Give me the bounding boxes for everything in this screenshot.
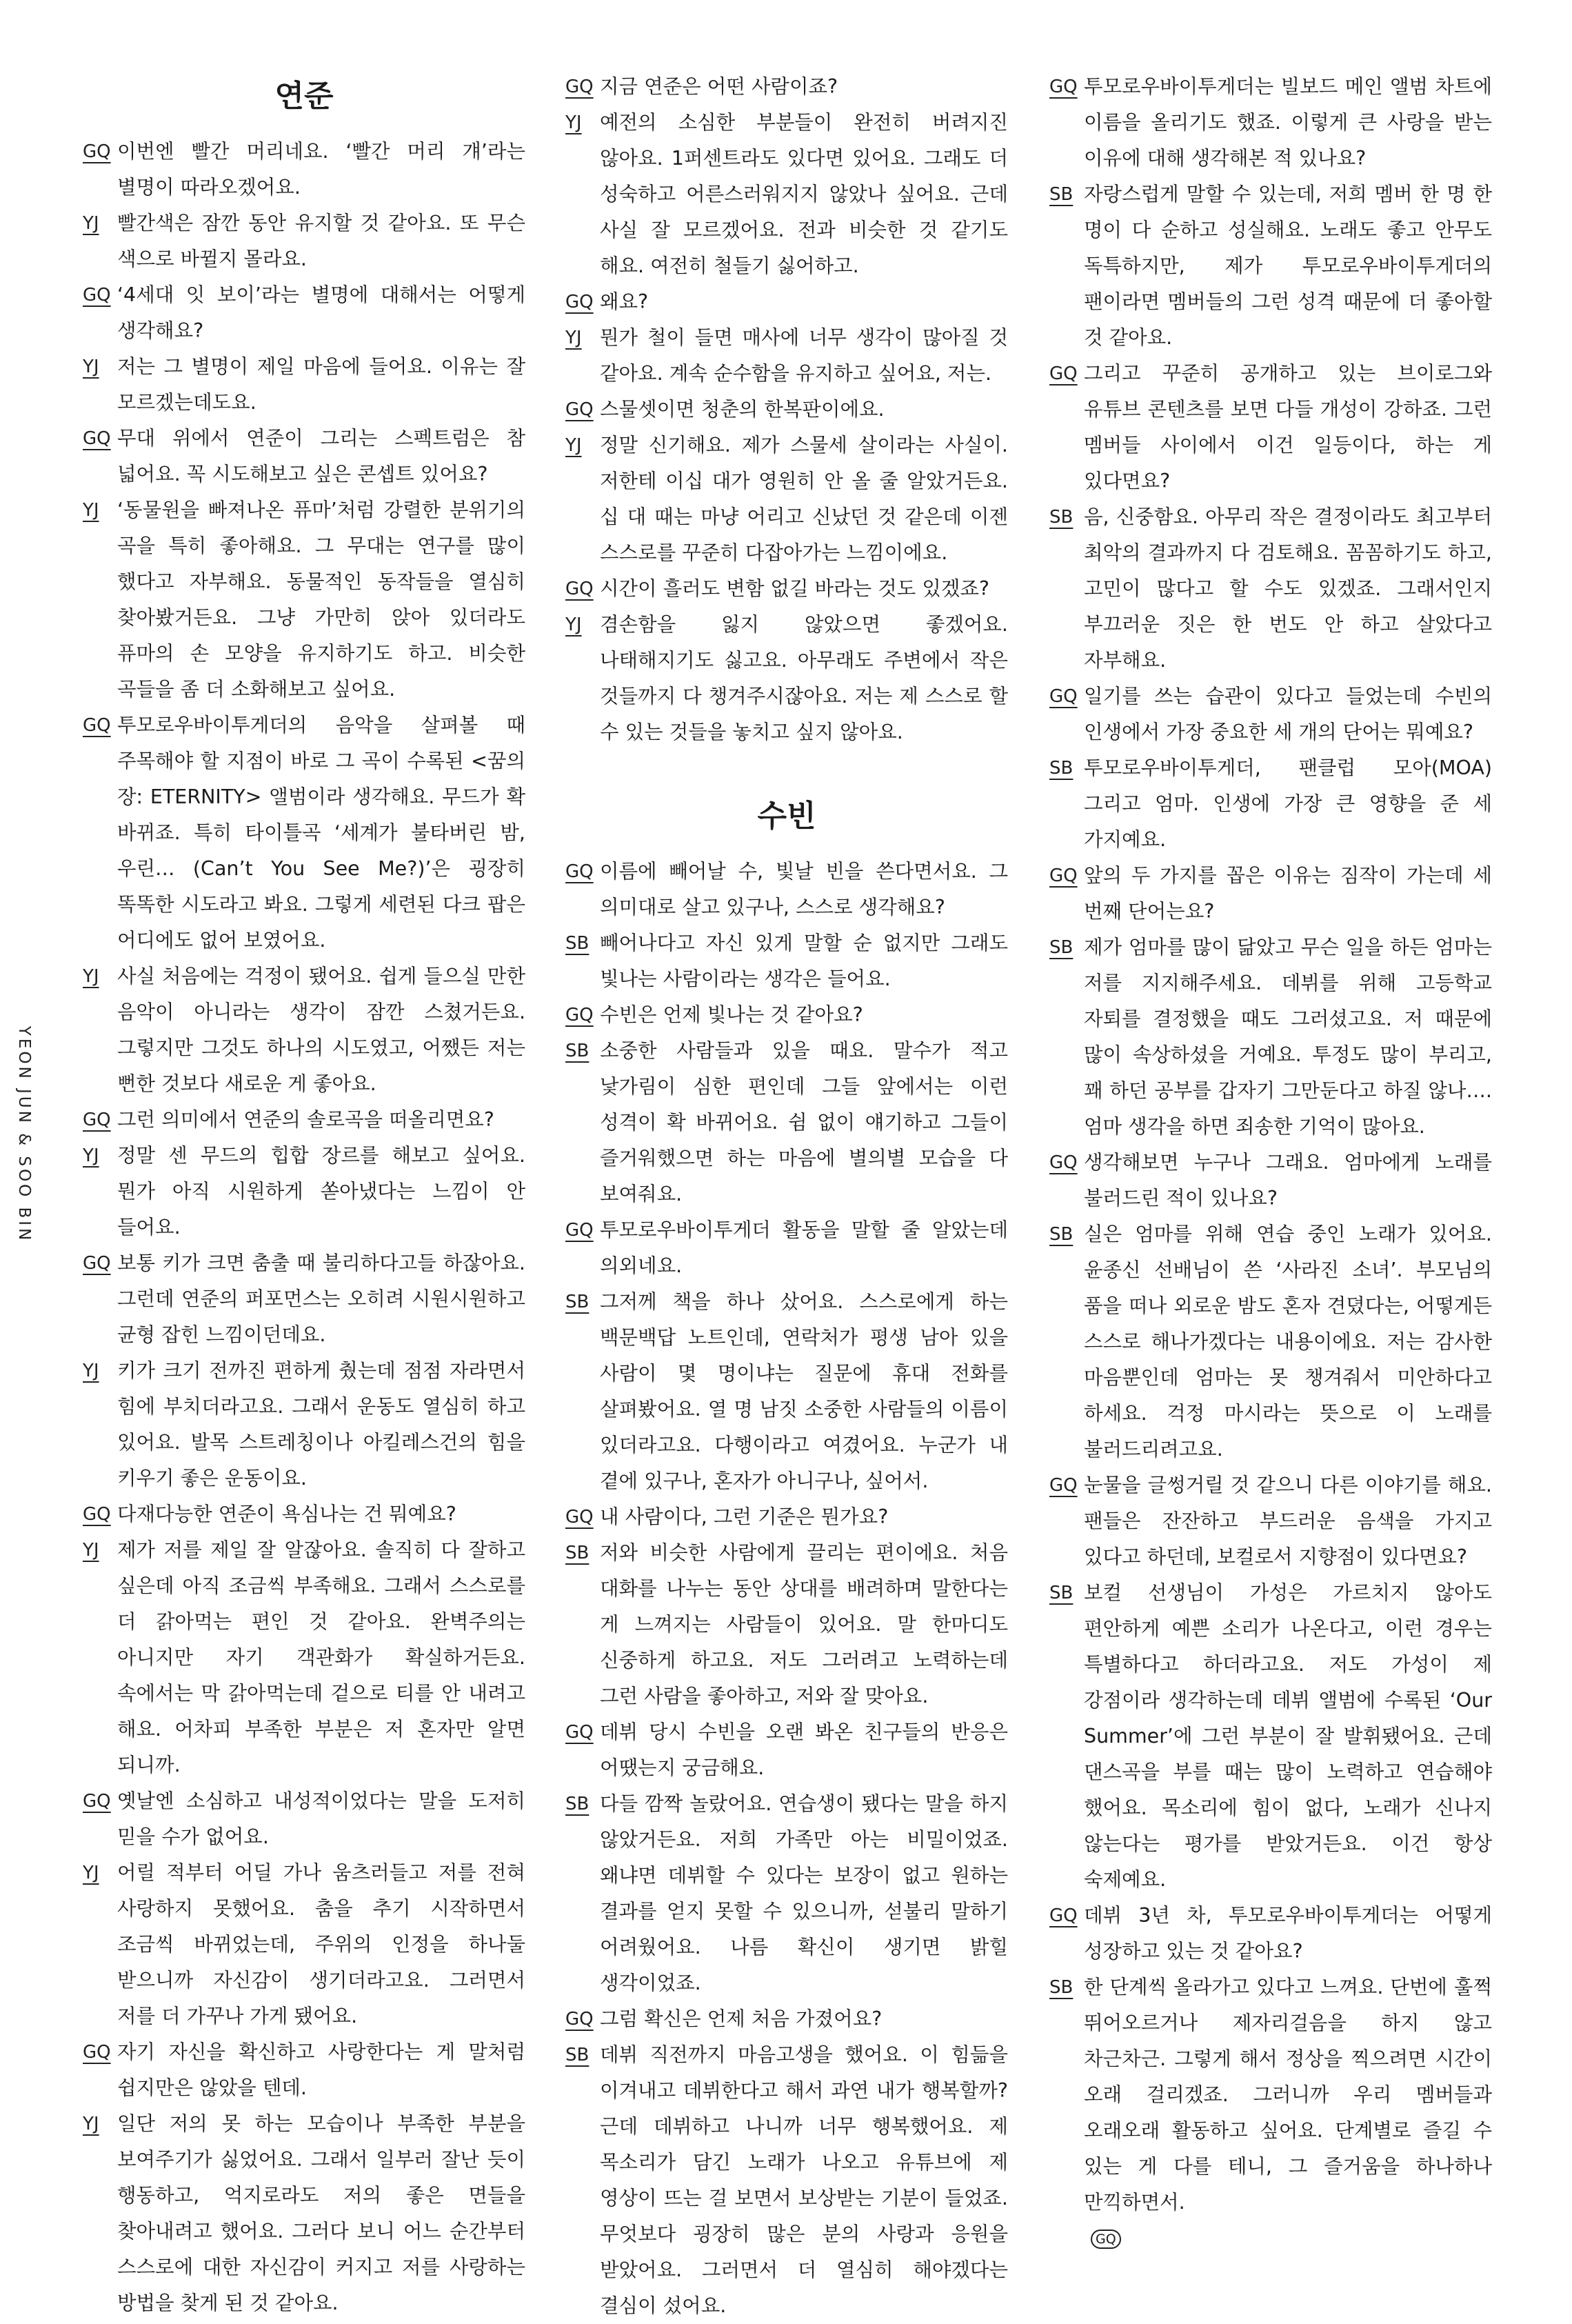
qa-item (565, 2037, 1008, 2324)
qa-item (83, 134, 525, 206)
qa-text: 빨간색은 잠깐 동안 유지할 것 같아요. 또 무슨 색으로 바뀔지 몰라요. (117, 212, 525, 270)
qa-text: 그리고 꾸준히 공개하고 있는 브이로그와 유튜브 콘텐츠를 보면 다들 개성이 강하죠. 그런 멤버들 사이에서 이건 일등이다, 하는 게 있다면요? (1084, 362, 1492, 492)
speaker-tag: YJ (83, 1863, 99, 1883)
qa-item (565, 1786, 1008, 2001)
qa-text: 자기 자신을 확신하고 사랑한다는 게 말처럼 쉽지만은 않았을 텐데. (117, 2041, 525, 2099)
speaker-tag: YJ (565, 328, 582, 348)
qa-text: 스물셋이면 청춘의 한복판이에요. (600, 398, 885, 421)
qa-text: 시간이 흘러도 변함 없길 바라는 것도 있겠죠? (600, 577, 990, 600)
qa-item (565, 997, 1008, 1033)
qa-text: 소중한 사람들과 있을 때요. 말수가 적고 낯가림이 심한 편인데 그들 앞에서는 이런 성격이 확 바뀌어요. 쉼 없이 얘기하고 그들이 즐거워했으면 하는 마음에 별의별 모습을 다 보여줘요. (600, 1039, 1008, 1205)
qa-text: 수빈은 언제 빛나는 것 같아요? (600, 1003, 863, 1026)
section-title-yeonjun: 연준 (274, 79, 334, 114)
speaker-tag: GQ (1049, 1905, 1078, 1926)
qa-item (1049, 1898, 1492, 1970)
qa-item (83, 1102, 525, 1138)
qa-item (565, 571, 1008, 607)
qa-item (83, 1532, 525, 1783)
speaker-tag: SB (565, 1543, 590, 1563)
speaker-tag: YJ (83, 1145, 99, 1166)
qa-text: 데뷔 3년 차, 투모로우바이투게더는 어떻게 성장하고 있는 것 같아요? (1084, 1904, 1492, 1963)
side-label-text: YEON JUN & SOO BIN (15, 1025, 33, 1243)
qa-text: 앞의 두 가지를 꼽은 이유는 짐작이 가는데 세 번째 단어는요? (1084, 864, 1492, 923)
column-1 (83, 69, 525, 2321)
qa-item (1049, 1575, 1492, 1898)
qa-text: 실은 엄마를 위해 연습 중인 노래가 있어요. 윤종신 선배님이 쓴 ‘사라진 소녀’. 부모님의 품을 떠나 외로운 밤도 혼자 견뎠다는, 어떻게든 스스로 해나가겠다는 내용이에요. 저는 감사한 마음뿐인데 엄마는 못 챙겨줘서 미안하다고 하세요. 걱정 마시라는 뜻으로 이 노래를 불러드리려고요. (1084, 1223, 1492, 1461)
speaker-tag: GQ (565, 1005, 594, 1025)
qa-item (83, 2106, 525, 2321)
qa-text: 그럼 확신은 언제 처음 가졌어요? (600, 2007, 883, 2030)
speaker-tag: SB (1049, 1977, 1074, 1998)
qa-item (1049, 1970, 1492, 2221)
speaker-tag: GQ (1049, 363, 1078, 384)
qa-text: 눈물을 글썽거릴 것 같으니 다른 이야기를 해요. 팬들은 잔잔하고 부드러운 음색을 가지고 있다고 하던데, 보컬로서 지향점이 있다면요? (1084, 1474, 1492, 1568)
speaker-tag: GQ (1049, 1152, 1078, 1173)
qa-text: ‘4세대 잇 보이’라는 별명에 대해서는 어떻게 생각해요? (117, 283, 525, 342)
qa-item (83, 959, 525, 1102)
qa-item (83, 421, 525, 492)
qa-item (565, 69, 1008, 105)
speaker-tag: YJ (565, 614, 582, 635)
qa-text: 음, 신중함요. 아무리 작은 결정이라도 최고부터 최악의 결과까지 다 검토해요. 꼼꼼하기도 하고, 고민이 많다고 할 수도 있겠죠. 그래서인지 부끄러운 짓은 한 번도 안 하고 살았다고 자부해요. (1084, 505, 1492, 672)
speaker-tag: SB (565, 1292, 590, 1312)
qa-item (1049, 1145, 1492, 1216)
speaker-tag: GQ (83, 1791, 111, 1812)
speaker-tag: GQ (83, 141, 111, 162)
speaker-tag: SB (1049, 758, 1074, 779)
qa-text: 예전의 소심한 부분들이 완전히 버려지진 않아요. 1퍼센트라도 있다면 있어요. 그래도 더 성숙하고 어른스러워지지 않았나 싶어요. 근데 사실 잘 모르겠어요. 전과 비슷한 것 같기도 해요. 여전히 철들기 싫어하고. (600, 111, 1008, 277)
column-2 (565, 69, 1008, 2324)
speaker-tag: YJ (83, 357, 99, 377)
speaker-tag: YJ (83, 500, 99, 521)
speaker-tag: GQ (565, 292, 594, 312)
speaker-tag: YJ (565, 112, 582, 133)
section-body-soobin-continued (1049, 69, 1492, 2256)
qa-text: 제가 엄마를 많이 닮았고 무슨 일을 하든 엄마는 저를 지지해주세요. 데뷔를 위해 고등학교 자퇴를 결정했을 때도 그러셨고요. 저 때문에 많이 속상하셨을 거예요. 투정도 많이 부리고, 꽤 하던 공부를 갑자기 그만둔다고 하질 않나…. 엄마 생각을 하면 죄송한 기억이 많아요. (1084, 936, 1492, 1138)
qa-text: 왜요? (600, 290, 649, 313)
qa-item (83, 1138, 525, 1245)
qa-item (565, 320, 1008, 392)
speaker-tag: SB (565, 1041, 590, 1061)
qa-item (565, 2001, 1008, 2037)
speaker-tag: YJ (83, 966, 99, 987)
qa-text: 보컬 선생님이 가성은 가르치지 않아도 편안하게 예쁜 소리가 나온다고, 이런 경우는 특별하다고 하더라고요. 저도 가성이 제 강점이라 생각하는데 데뷔 앨범에 수록된 ‘Our Summer’에 그런 부분이 잘 발휘됐어요. 근데 댄스곡을 부를 때는 많이 노력하고 연습해야 했어요. 목소리에 힘이 없다, 노래가 신나지 않는다는 평가를 받았거든요. 이건 항상 숙제예요. (1084, 1581, 1492, 1891)
qa-item (565, 392, 1008, 428)
section-body-soobin (565, 854, 1008, 2324)
qa-text: 투모로우바이투게더 활동을 말할 줄 알았는데 의외네요. (600, 1219, 1008, 1277)
section-body-yeonjun (83, 134, 525, 2321)
qa-item (565, 1499, 1008, 1535)
speaker-tag: GQ (83, 715, 111, 736)
speaker-tag: YJ (83, 1540, 99, 1561)
qa-item (83, 492, 525, 708)
qa-item (83, 1496, 525, 1532)
qa-item (1049, 356, 1492, 499)
qa-item (565, 1535, 1008, 1714)
speaker-tag: GQ (565, 1722, 594, 1743)
qa-text: 투모로우바이투게더, 팬클럽 모아(MOA) 그리고 엄마. 인생에 가장 큰 영향을 준 세 가지예요. (1084, 757, 1492, 851)
speaker-tag: GQ (1049, 865, 1078, 886)
speaker-tag: GQ (1049, 1475, 1078, 1496)
qa-text: 투모로우바이투게더의 음악을 살펴볼 때 주목해야 할 지점이 바로 그 곡이 수록된 <꿈의 장: ETERNITY> 앨범이라 생각해요. 무드가 확 바뀌죠. 특히 타이틀곡 ‘세계가 불타버린 밤, 우린… (Can’t You See Me?)’은 굉장히 똑똑한 시도라고 봐요. 그렇게 세련된 다크 팝은 어디에도 없어 보였어요. (117, 714, 525, 952)
speaker-tag: YJ (83, 1361, 99, 1381)
speaker-tag: SB (1049, 1583, 1074, 1603)
speaker-tag: YJ (565, 435, 582, 456)
qa-item (1049, 679, 1492, 750)
gq-end-mark-icon: GQ (1091, 2230, 1121, 2249)
speaker-tag: SB (1049, 937, 1074, 958)
qa-item (565, 1714, 1008, 1786)
qa-text: 저는 그 별명이 제일 마음에 들어요. 이유는 잘 모르겠는데도요. (117, 355, 525, 414)
speaker-tag: GQ (83, 428, 111, 449)
qa-item (1049, 499, 1492, 679)
speaker-tag: GQ (1049, 77, 1078, 97)
section-body-yeonjun-continued (565, 69, 1008, 750)
qa-text: 이름에 빼어날 수, 빛날 빈을 쓴다면서요. 그 의미대로 살고 있구나, 스스로 생각해요? (600, 860, 1008, 919)
qa-item (1049, 930, 1492, 1145)
speaker-tag: SB (1049, 1224, 1074, 1245)
qa-item (565, 1212, 1008, 1284)
qa-item (83, 277, 525, 349)
speaker-tag: SB (565, 933, 590, 954)
speaker-tag: YJ (83, 2114, 99, 2134)
side-label (0, 0, 48, 2248)
qa-text: 데뷔 당시 수빈을 오랜 봐온 친구들의 반응은 어땠는지 궁금해요. (600, 1721, 1008, 1779)
qa-text: 지금 연준은 어떤 사람이죠? (600, 75, 838, 98)
qa-text: 자랑스럽게 말할 수 있는데, 저희 멤버 한 명 한 명이 다 순하고 성실해요. 노래도 좋고 안무도 독특하지만, 제가 투모로우바이투게더의 팬이라면 멤버들의 그런 성격 때문에 더 좋아할 것 같아요. (1084, 183, 1492, 349)
qa-text: 제가 저를 제일 잘 알잖아요. 솔직히 다 잘하고 싶은데 아직 조금씩 부족해요. 그래서 스스로를 더 갉아먹는 편인 것 같아요. 완벽주의는 아니지만 자기 객관화가 확실하거든요. 속에서는 막 갉아먹는데 겉으로 티를 안 내려고 해요. 어차피 부족한 부분은 저 혼자만 알면 되니까. (117, 1539, 525, 1776)
qa-text: 빼어나다고 자신 있게 말할 순 없지만 그래도 빛나는 사람이라는 생각은 들어요. (600, 932, 1008, 990)
qa-text: 이번엔 빨간 머리네요. ‘빨간 머리 걔’라는 별명이 따라오겠어요. (117, 140, 525, 199)
qa-text: 정말 신기해요. 제가 스물세 살이라는 사실이. 저한테 이십 대가 영원히 안 올 줄 알았거든요. 십 대 때는 마냥 어리고 신났던 것 같은데 이젠 스스로를 꾸준히 다잡아가는 느낌이에요. (600, 434, 1008, 564)
qa-text: 내 사람이다, 그런 기준은 뭔가요? (600, 1505, 889, 1528)
speaker-tag: SB (1049, 507, 1074, 528)
qa-text (1084, 2221, 1492, 2256)
qa-text: 키가 크기 전까진 편하게 췄는데 점점 자라면서 힘에 부치더라고요. 그래서 운동도 열심히 하고 있어요. 발목 스트레칭이나 아킬레스건의 힘을 키우기 좋은 운동이요. (117, 1359, 525, 1490)
speaker-tag: GQ (83, 2042, 111, 2063)
qa-text: 저와 비슷한 사람에게 끌리는 편이에요. 처음 대화를 나누는 동안 상대를 배려하며 말한다는 게 느껴지는 사람들이 있어요. 말 한마디도 신중하게 하고요. 저도 그러려고 노력하는데 그런 사람을 좋아하고, 저와 잘 맞아요. (600, 1541, 1008, 1707)
qa-text: 다들 깜짝 놀랐어요. 연습생이 됐다는 말을 하지 않았거든요. 저희 가족만 아는 비밀이었죠. 왜냐면 데뷔할 수 있다는 보장이 없고 원하는 결과를 얻지 못할 수 있으니까, 섣불리 말하기 어려웠어요. 나름 확신이 생기면 밝힐 생각이었죠. (600, 1792, 1008, 1994)
speaker-tag: GQ (565, 77, 594, 97)
speaker-tag: GQ (565, 1220, 594, 1241)
speaker-tag: YJ (83, 213, 99, 234)
qa-text: 데뷔 직전까지 마음고생을 했어요. 이 힘듦을 이겨내고 데뷔한다고 해서 과연 내가 행복할까? 근데 데뷔하고 나니까 너무 행복했어요. 제 목소리가 담긴 노래가 나오고 유튜브에 제 영상이 뜨는 걸 보면서 보상받는 기분이 들었죠. 무엇보다 굉장히 많은 분의 사랑과 응원을 받았어요. 그러면서 더 열심히 해야겠다는 결심이 섰어요. (600, 2043, 1008, 2317)
qa-item (565, 105, 1008, 284)
qa-item (565, 925, 1008, 997)
qa-text: 생각해보면 누구나 그래요. 엄마에게 노래를 불러드린 적이 있나요? (1084, 1151, 1492, 1210)
qa-item (1049, 1467, 1492, 1575)
speaker-tag: SB (565, 1794, 590, 1814)
qa-item (1049, 1216, 1492, 1467)
qa-text: 그런 의미에서 연준의 솔로곡을 떠올리면요? (117, 1108, 494, 1131)
speaker-tag: GQ (565, 2009, 594, 2030)
qa-text: 다재다능한 연준이 욕심나는 건 뭐예요? (117, 1503, 456, 1525)
column-3 (1049, 69, 1492, 2256)
qa-item (565, 854, 1008, 925)
section-title-soobin: 수빈 (757, 799, 816, 834)
speaker-tag: GQ (83, 285, 111, 305)
qa-text: 무대 위에서 연준이 그리는 스펙트럼은 참 넓어요. 꼭 시도해보고 싶은 콘셉트 있어요? (117, 427, 525, 485)
qa-item (83, 1353, 525, 1496)
qa-item (1049, 177, 1492, 356)
qa-text: 그저께 책을 하나 샀어요. 스스로에게 하는 백문백답 노트인데, 연락처가 평생 남아 있을 사람이 몇 명이냐는 질문에 휴대 전화를 살펴봤어요. 열 명 남짓 소중한 사람들의 이름이 있더라고요. 다행이라고 여겼어요. 누군가 내 곁에 있구나, 혼자가 아니구나, 싶어서. (600, 1290, 1008, 1492)
qa-text: 어릴 적부터 어딜 가나 움츠러들고 저를 전혀 사랑하지 못했어요. 춤을 추기 시작하면서 조금씩 바뀌었는데, 주위의 인정을 하나둘 받으니까 자신감이 생기더라고요. 그러면서 저를 더 가꾸나 가게 됐어요. (117, 1861, 525, 2027)
qa-item (83, 1245, 525, 1353)
speaker-tag: GQ (565, 579, 594, 599)
qa-text: 겸손함을 잃지 않았으면 좋겠어요. 나태해지기도 싫고요. 아무래도 주변에서 작은 것들까지 다 챙겨주시잖아요. 저는 제 스스로 할 수 있는 것들을 놓치고 싶지 않아요. (600, 613, 1008, 743)
qa-item (565, 607, 1008, 750)
qa-item (565, 428, 1008, 571)
qa-item (1049, 750, 1492, 858)
qa-item (83, 2034, 525, 2106)
speaker-tag: SB (1049, 184, 1074, 205)
qa-text: 일단 저의 못 하는 모습이나 부족한 부분을 보여주기가 싫었어요. 그래서 일부러 잘난 듯이 행동하고, 억지로라도 저의 좋은 면들을 찾아내려고 했어요. 그러다 보니 어느 순간부터 스스로에 대한 자신감이 커지고 저를 사랑하는 방법을 찾게 된 것 같아요. (117, 2112, 525, 2314)
speaker-tag: GQ (83, 1110, 111, 1130)
speaker-tag: GQ (83, 1504, 111, 1525)
qa-text: ‘동물원을 빠져나온 퓨마’처럼 강렬한 분위기의 곡을 특히 좋아해요. 그 무대는 연구를 많이 했다고 자부해요. 동물적인 동작들을 열심히 찾아봤거든요. 그냥 가만히 앉아 있더라도 퓨마의 손 모양을 유지하기도 하고. 비슷한 곡들을 좀 더 소화해보고 싶어요. (117, 499, 525, 701)
qa-item (565, 284, 1008, 320)
qa-item (565, 1284, 1008, 1499)
qa-item (565, 1033, 1008, 1212)
qa-item (83, 1783, 525, 1855)
qa-item (83, 349, 525, 421)
qa-text: 한 단계씩 올라가고 있다고 느껴요. 단번에 훌쩍 뛰어오르거나 제자리걸음을 하지 않고 차근차근. 그렇게 해서 정상을 찍으려면 시간이 오래 걸리겠죠. 그러니까 우리 멤버들과 오래오래 활동하고 싶어요. 단계별로 즐길 수 있는 게 다를 테니, 그 즐거움을 하나하나 만끽하면서. (1084, 1976, 1492, 2214)
qa-text: 투모로우바이투게더는 빌보드 메인 앨범 차트에 이름을 올리기도 했죠. 이렇게 큰 사랑을 받는 이유에 대해 생각해본 적 있나요? (1084, 75, 1492, 170)
qa-item (83, 206, 525, 277)
speaker-tag: GQ (1049, 686, 1078, 707)
qa-text: 뭔가 철이 들면 매사에 너무 생각이 많아질 것 같아요. 계속 순수함을 유지하고 싶어요, 저는. (600, 326, 1008, 385)
qa-text: 옛날엔 소심하고 내성적이었다는 말을 도저히 믿을 수가 없어요. (117, 1790, 525, 1848)
qa-item (83, 1855, 525, 2034)
qa-item (1049, 2221, 1492, 2256)
speaker-tag: GQ (83, 1253, 111, 1274)
qa-text: 보통 키가 크면 춤출 때 불리하다고들 하잖아요. 그런데 연준의 퍼포먼스는 오히려 시원시원하고 균형 잡힌 느낌이던데요. (117, 1252, 525, 1346)
qa-item (83, 708, 525, 959)
qa-text: 사실 처음에는 걱정이 됐어요. 쉽게 들으실 만한 음악이 아니라는 생각이 잠깐 스쳤거든요. 그렇지만 그것도 하나의 시도였고, 어쨌든 저는 뻔한 것보다 새로운 게 좋아요. (117, 965, 525, 1095)
qa-item (1049, 69, 1492, 177)
speaker-tag: GQ (565, 1507, 594, 1527)
speaker-tag: GQ (565, 399, 594, 420)
speaker-tag: GQ (565, 861, 594, 882)
qa-item (1049, 858, 1492, 930)
qa-text: 일기를 쓰는 습관이 있다고 들었는데 수빈의 인생에서 가장 중요한 세 개의 단어는 뭐예요? (1084, 685, 1492, 743)
speaker-tag: SB (565, 2045, 590, 2065)
qa-text: 정말 센 무드의 힙합 장르를 해보고 싶어요. 뭔가 아직 시원하게 쏟아냈다는 느낌이 안 들어요. (117, 1144, 525, 1239)
speaker-tag (1049, 2221, 1084, 2256)
